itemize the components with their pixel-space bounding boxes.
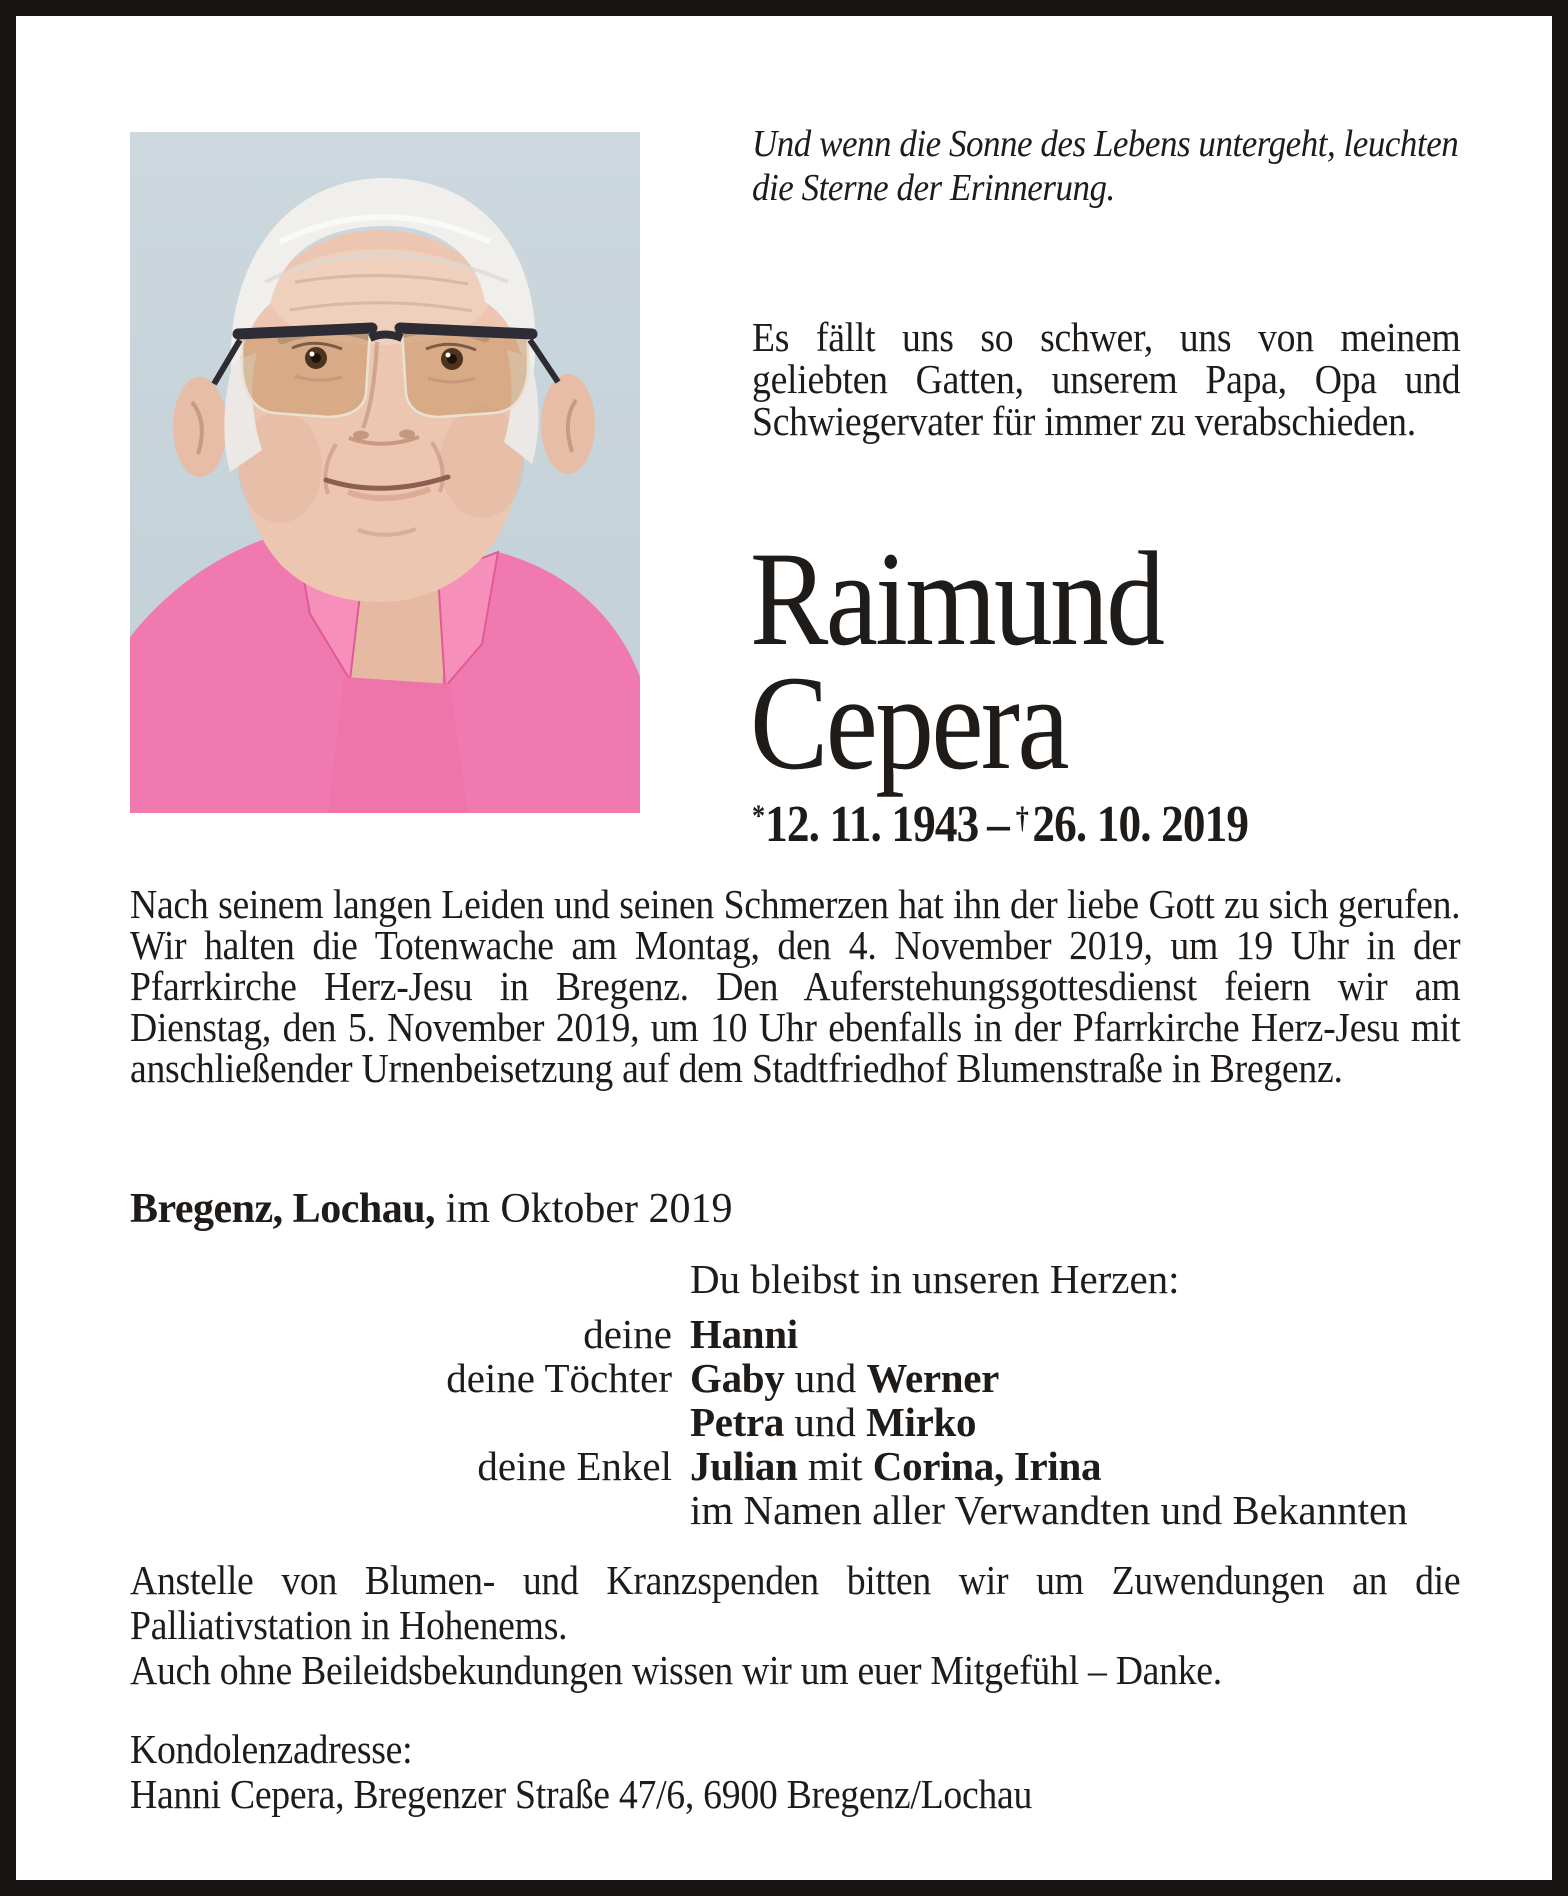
family-row — [130, 1400, 1470, 1444]
family-member-name: Petra — [690, 1399, 785, 1445]
family-member-name: Corina, Irina — [872, 1443, 1102, 1489]
deceased-name — [750, 525, 1463, 798]
memorial-quote: Und wenn die Sonne des Lebens untergeht, leuchten die Sterne der Erinnerung. — [752, 123, 1459, 209]
family-relation-label — [130, 1488, 672, 1532]
family-row — [130, 1312, 1470, 1356]
family-members — [672, 1444, 1101, 1488]
family-relation-label: deine Töchter — [446, 1355, 672, 1401]
family-member-name: Gaby — [690, 1355, 785, 1401]
condolence-block — [130, 1727, 1460, 1817]
family-row — [130, 1488, 1470, 1532]
dateline-rest: im Oktober 2019 — [435, 1186, 733, 1232]
family-member-name: Werner — [866, 1355, 1000, 1401]
dates-dash: – — [987, 796, 1009, 853]
condolence-address-label: Kondolenzadresse: — [130, 1726, 413, 1772]
family-conjunction: und — [784, 1355, 867, 1401]
deceased-first-name: Raimund — [750, 525, 1163, 674]
announcement-text: Nach seinem langen Leiden und seinen Schmerzen hat ihn der liebe Gott zu sich gerufen. Wir halten die Totenwache am Montag, den 4. November 2019, um 19 Uhr in der Pfarrkirche Herz-Jesu in Bregenz. Den Auferstehungsgottesdienst feiern wir am Dienstag, den 5. November 2019, um 10 Uhr ebenfalls in der Pfarrkirche Herz-Jesu mit anschließender Urnenbeisetzung auf dem Stadtfriedhof Blumenstraße in Bregenz. — [130, 881, 1461, 1091]
family-members — [672, 1356, 999, 1400]
hearts-heading: Du bleibst in unseren Herzen: — [690, 1256, 1180, 1302]
family-relation-label — [130, 1400, 672, 1444]
family-conjunction: und — [784, 1399, 867, 1445]
family-members — [672, 1400, 976, 1444]
portrait-photo-graphic — [130, 132, 640, 813]
condolence-address: Hanni Cepera, Bregenzer Straße 47/6, 6900 Bregenz/Lochau — [130, 1771, 1033, 1817]
deceased-last-name: Cepera — [750, 649, 1067, 798]
birth-star-symbol: * — [752, 798, 766, 833]
life-dates — [752, 795, 1291, 854]
death-cross-symbol: † — [1015, 801, 1029, 836]
family-list — [130, 1257, 1470, 1532]
family-member-name: Julian — [690, 1443, 798, 1489]
family-row — [130, 1356, 1470, 1400]
dateline — [130, 1186, 1330, 1232]
dateline-places: Bregenz, Lochau, — [130, 1186, 436, 1232]
family-members — [672, 1312, 798, 1356]
family-relation-label: deine Enkel — [477, 1443, 672, 1489]
family-row — [130, 1444, 1470, 1488]
family-relation-label: deine — [583, 1311, 672, 1357]
sympathy-note: Auch ohne Beileidsbekundungen wissen wir um euer Mitgefühl – Danke. — [130, 1647, 1222, 1693]
family-closing-line: im Namen aller Verwandten und Bekannten — [690, 1487, 1408, 1533]
portrait-photo — [130, 132, 640, 813]
birth-date: 12. 11. 1943 — [765, 796, 979, 853]
family-conjunction: mit — [797, 1443, 873, 1489]
family-member-name: Mirko — [866, 1399, 977, 1445]
death-date: 26. 10. 2019 — [1032, 796, 1249, 853]
family-member-name: Hanni — [690, 1311, 798, 1357]
farewell-intro: Es fällt uns so schwer, uns von meinem geliebten Gatten, unserem Papa, Opa und Schwiegervater für immer zu verabschieden. — [752, 314, 1461, 444]
donation-note-block — [130, 1558, 1460, 1693]
donation-note: Anstelle von Blumen- und Kranzspenden bitten wir um Zuwendungen an die Palliativstation in Hohenems. — [130, 1557, 1461, 1648]
